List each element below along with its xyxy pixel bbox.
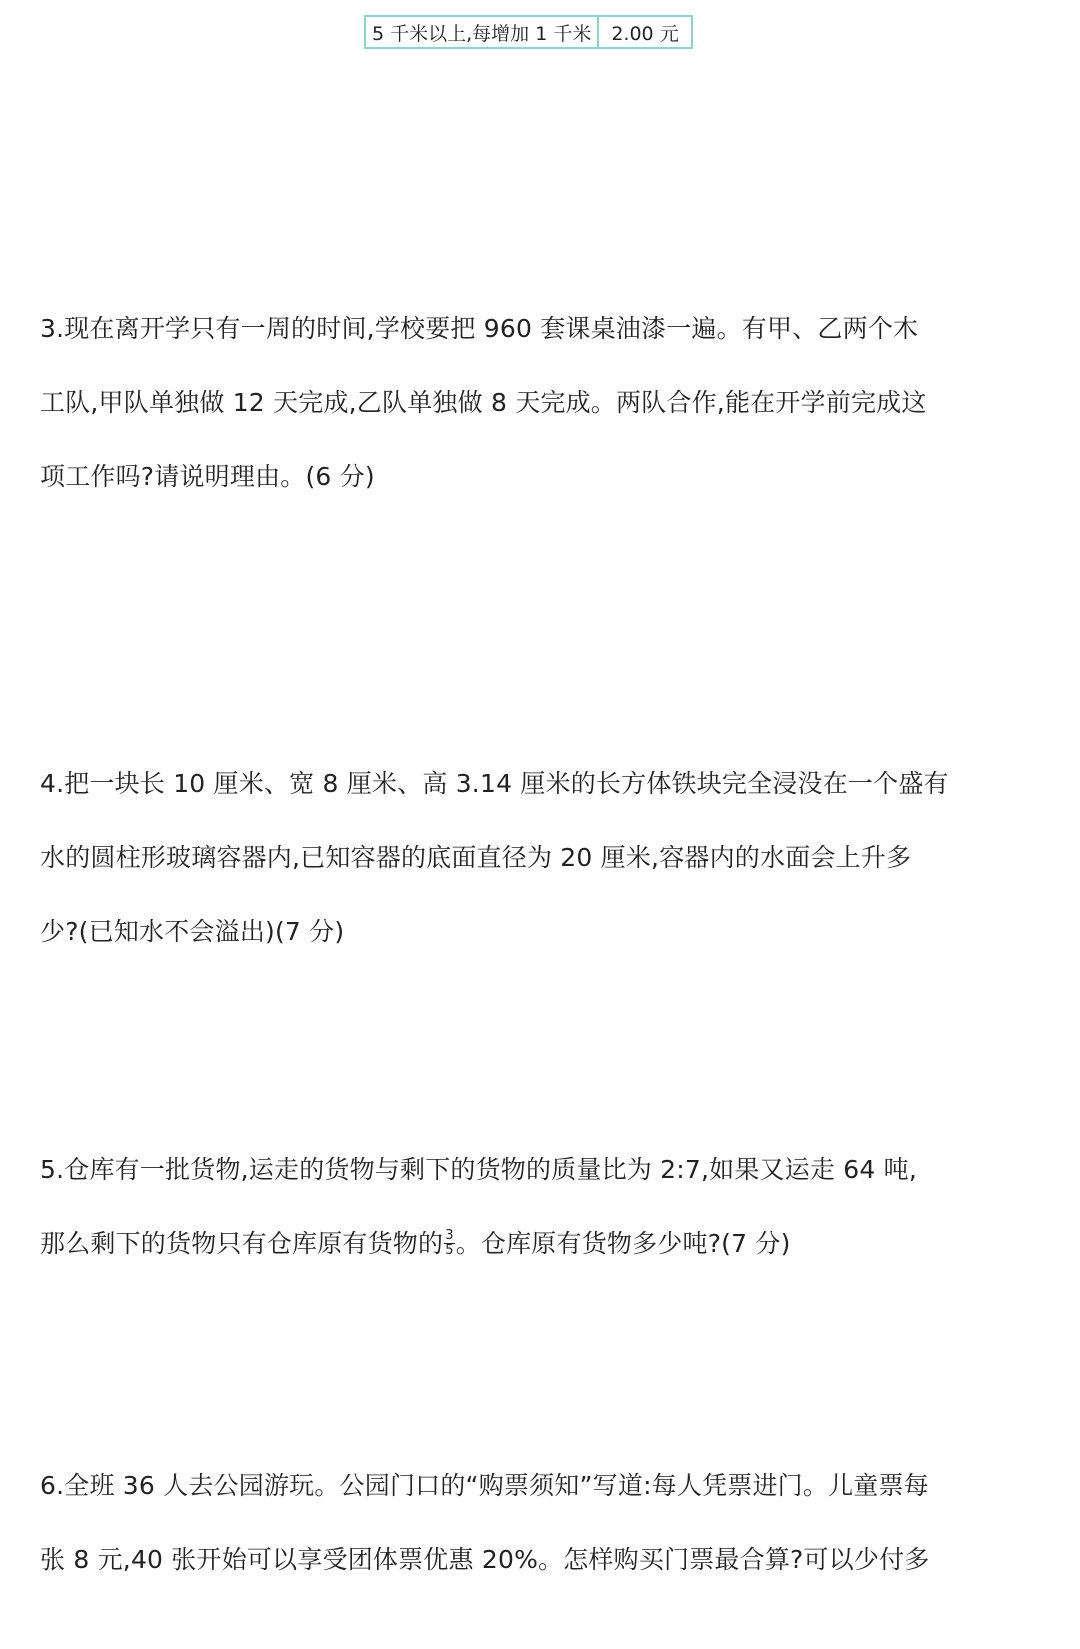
question-4-line-1: 4.把一块长 10 厘米、宽 8 厘米、高 3.14 厘米的长方体铁块完全浸没在一个盛有 [40,769,949,798]
question-3-line-2: 工队,甲队单独做 12 天完成,乙队单独做 8 天完成。两队合作,能在开学前完成这 [40,388,927,417]
question-5-line-2-after: 。仓库原有货物多少吨?(7 分) [455,1229,791,1258]
question-5-line-1: 5.仓库有一批货物,运走的货物与剩下的货物的质量比为 2:7,如果又运走 64 吨, [40,1155,917,1184]
question-4 [40,747,1040,969]
question-3-line-3: 项工作吗?请说明理由。(6 分) [40,462,375,491]
fare-price-cell: 2.00 元 [597,17,690,47]
fare-condition-cell: 5 千米以上,每增加 1 千米 [372,22,592,45]
question-6-line-2: 张 8 元,40 张开始可以享受团体票优惠 20%。怎样购买门票最合算?可以少付多 [40,1545,930,1574]
question-5-line-2-before: 那么剩下的货物只有仓库原有货物的 [40,1229,444,1258]
question-6-line-1: 6.全班 36 人去公园游玩。公园门口的“购票须知”写道:每人凭票进门。儿童票每 [40,1471,929,1500]
question-6 [40,1449,1040,1597]
question-5-line-2 [40,1207,1040,1281]
fare-table-row [364,15,693,49]
fraction-denominator: 5 [445,1242,454,1258]
question-5 [40,1133,1040,1281]
question-3-line-1: 3.现在离开学只有一周的时间,学校要把 960 套课桌油漆一遍。有甲、乙两个木 [40,314,919,343]
question-4-line-2: 水的圆柱形玻璃容器内,已知容器的底面直径为 20 厘米,容器内的水面会上升多 [40,843,912,872]
fraction-three-fifths [444,1229,454,1258]
fraction-numerator: 3 [445,1227,454,1243]
question-4-line-3: 少?(已知水不会溢出)(7 分) [40,917,345,946]
question-3 [40,292,1040,514]
